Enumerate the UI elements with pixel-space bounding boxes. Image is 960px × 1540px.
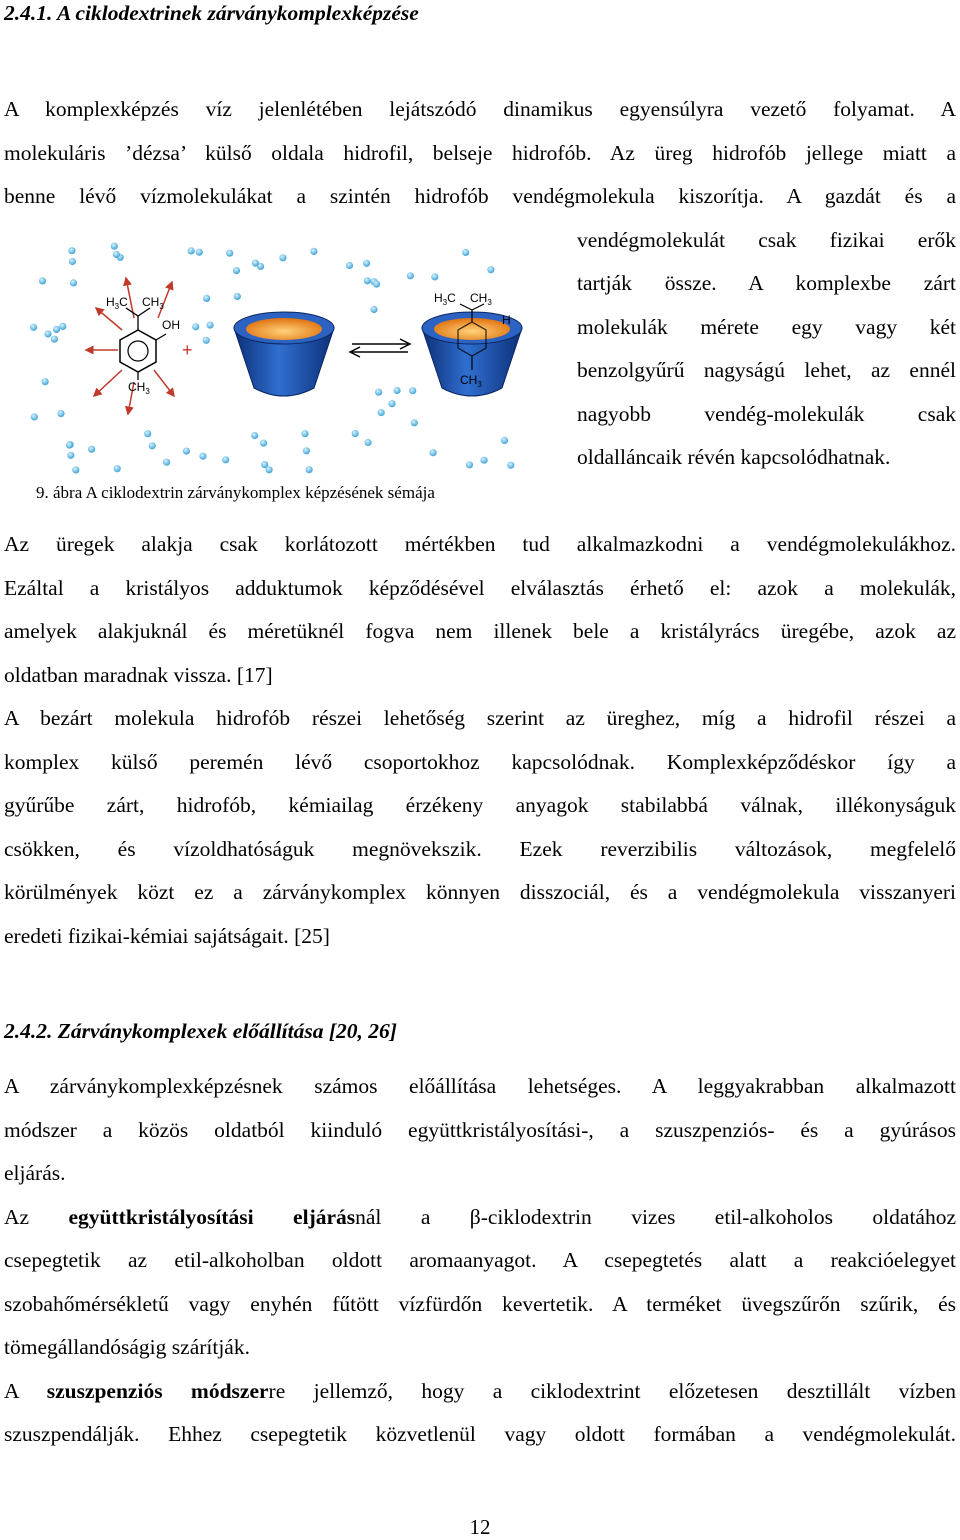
water-molecule-dot bbox=[375, 389, 382, 396]
water-molecule-dot bbox=[31, 413, 38, 420]
h3c-label: $H_3C$ bbox=[434, 291, 456, 307]
page-number: 12 bbox=[469, 1515, 491, 1539]
paragraph-line: eljárás. bbox=[4, 1161, 66, 1185]
water-molecule-dot bbox=[70, 279, 77, 286]
water-molecule-dot bbox=[370, 306, 377, 313]
paragraph-line-coprecipitation: Az együttkristályosítási eljárásnál a β-ciklodextrin vizes etil-alkoholos oldatához bbox=[4, 1205, 957, 1229]
water-molecule-dot bbox=[373, 281, 380, 288]
water-molecule-dot bbox=[72, 466, 79, 473]
water-molecule-dot bbox=[51, 336, 58, 343]
water-molecule-dot bbox=[260, 440, 267, 447]
water-molecule-dot bbox=[233, 267, 240, 274]
water-molecule-dot bbox=[39, 277, 46, 284]
paragraph-line: komplex külső peremén lévő csoportokhoz kapcsolódnak. Komplexképződéskor így a bbox=[4, 750, 956, 774]
water-molecule-dot bbox=[66, 442, 73, 449]
water-molecule-dot bbox=[203, 337, 210, 344]
water-molecule-dot bbox=[466, 461, 473, 468]
paragraph-line: nagyobb vendég-molekulák csak bbox=[577, 402, 956, 426]
paragraph-line: körülmények közt ez a zárványkomplex könnyen disszociál, és a vendégmolekula visszanyeri bbox=[4, 880, 956, 904]
paragraph-line: oldatban maradnak vissza. [17] bbox=[4, 663, 273, 687]
water-molecule-dot bbox=[192, 323, 199, 330]
ch3-label: $CH_3$ bbox=[460, 373, 482, 389]
paragraph-line: módszer a közös oldatból kiinduló együttkristályosítási-, a szuszpenziós- és a gyúrásos bbox=[4, 1118, 956, 1142]
paragraph-line: molekulák mérete egy vagy két bbox=[577, 315, 956, 339]
paragraph-line: szobahőmérsékletű vagy enyhén fűtött vízfürdőn kevertetik. A terméket üvegszűrőn szűrik, és bbox=[4, 1292, 956, 1316]
ch3-label: $CH_3$ bbox=[128, 380, 150, 396]
water-molecule-dot bbox=[411, 419, 418, 426]
water-molecule-dot bbox=[378, 409, 385, 416]
water-molecule-dot bbox=[234, 293, 241, 300]
water-molecule-dot bbox=[306, 466, 313, 473]
water-molecule-dot bbox=[363, 260, 370, 267]
water-molecule-dot bbox=[183, 448, 190, 455]
paragraph-line: eredeti fizikai-kémiai sajátságait. [25] bbox=[4, 924, 330, 948]
paragraph-line: Az üregek alakja csak korlátozott mértékben tud alkalmazkodni a vendégmolekulákhoz. bbox=[4, 532, 956, 556]
water-molecule-dot bbox=[113, 251, 120, 258]
paragraph-line: Ezáltal a kristályos adduktumok képződésével elválasztás érhető el: azok a molekulák, bbox=[4, 576, 956, 600]
water-molecule-dot bbox=[303, 447, 310, 454]
water-molecule-dot bbox=[188, 247, 195, 254]
water-molecule-dot bbox=[42, 378, 49, 385]
water-molecule-dot bbox=[507, 462, 514, 469]
water-molecule-dot bbox=[222, 456, 229, 463]
paragraph-line: molekuláris ’dézsa’ külső oldala hidrofil, belseje hidrofób. Az üreg hidrofób jellege miatt a bbox=[4, 141, 956, 165]
term-coprecipitation: együttkristályosítási eljárás bbox=[68, 1205, 356, 1229]
paragraph-line: A bezárt molekula hidrofób részei lehetőség szerint az üreghez, míg a hidrofil részei a bbox=[4, 706, 956, 730]
water-molecule-dot bbox=[364, 277, 371, 284]
water-molecule-dot bbox=[226, 250, 233, 257]
paragraph-line: oldalláncaik révén kapcsolódhatnak. bbox=[577, 445, 891, 469]
water-molecule-dot bbox=[409, 387, 416, 394]
water-molecule-dot bbox=[163, 459, 170, 466]
water-molecule-dot bbox=[266, 466, 273, 473]
paragraph-line: gyűrűbe zárt, hidrofób, kémiailag érzékeny anyagok stabilabbá válnak, illékonyságuk bbox=[4, 793, 956, 817]
water-molecule-dot bbox=[301, 430, 308, 437]
term-suspension: szuszpenziós módszer bbox=[46, 1379, 269, 1403]
water-molecule-dot bbox=[199, 453, 206, 460]
oh-label: OH bbox=[162, 318, 180, 332]
inclusion-complex-figure bbox=[22, 238, 550, 480]
water-molecule-dot bbox=[279, 254, 286, 261]
water-molecule-dot bbox=[111, 243, 118, 250]
paragraph-line: benne lévő vízmolekulákat a szintén hidrofób vendégmolekula kiszorítja. A gazdát és a bbox=[4, 184, 956, 208]
paragraph-line: tartják össze. A komplexbe zárt bbox=[577, 271, 956, 295]
water-molecule-dot bbox=[68, 247, 75, 254]
paragraph-line: amelyek alakjuknál és méretüknél fogva nem illenek bele a kristályrács üregébe, azok az bbox=[4, 619, 956, 643]
water-molecule-dot bbox=[114, 465, 121, 472]
paragraph-line: csepegtetik az etil-alkoholban oldott aromaanyagot. A csepegtetés alatt a reakcióelegyet bbox=[4, 1248, 956, 1272]
h-label: H bbox=[502, 313, 511, 327]
water-molecule-dot bbox=[88, 446, 95, 453]
water-molecule-dot bbox=[44, 330, 51, 337]
water-molecule-dot bbox=[501, 437, 508, 444]
paragraph-line: A zárványkomplexképzésnek számos előállítása lehetséges. A leggyakrabban alkalmazott bbox=[4, 1074, 956, 1098]
water-molecule-dot bbox=[59, 323, 66, 330]
water-molecule-dot bbox=[481, 457, 488, 464]
paragraph-line: vendégmolekulát csak fizikai erők bbox=[577, 228, 956, 252]
paragraph-line: csökken, és vízoldhatóságuk megnövekszik. Ezek reverzibilis változások, megfelelő bbox=[4, 837, 956, 861]
water-molecule-dot bbox=[388, 400, 395, 407]
paragraph-line-suspension: A szuszpenziós módszerre jellemző, hogy a ciklodextrint előzetesen desztillált vízben bbox=[4, 1379, 956, 1403]
paragraph-line: szuszpendálják. Ehhez csepegtetik közvetlenül vagy oldott formában a vendégmolekulát. bbox=[4, 1422, 956, 1446]
h3c-label: $H_3C$ bbox=[106, 295, 128, 311]
water-molecule-dot bbox=[407, 272, 414, 279]
paragraph-line: benzolgyűrű nagyságú lehet, az ennél bbox=[577, 358, 956, 382]
water-molecule-dot bbox=[149, 442, 156, 449]
water-molecule-dot bbox=[365, 439, 372, 446]
ch3-label: $CH_3$ bbox=[142, 295, 164, 311]
water-molecule-dot bbox=[462, 249, 469, 256]
water-molecule-dot bbox=[251, 432, 258, 439]
water-molecule-dot bbox=[144, 430, 151, 437]
plus-sign: + bbox=[182, 340, 193, 360]
paragraph-line: A komplexképzés víz jelenlétében lejátszódó dinamikus egyensúlyra vezető folyamat. A bbox=[4, 97, 956, 121]
water-molecule-dot bbox=[430, 449, 437, 456]
figure-caption: 9. ábra A ciklodextrin zárványkomplex képzésének sémája bbox=[36, 483, 435, 502]
section-heading-1: 2.4.1. A ciklodextrinek zárványkomplexképzése bbox=[4, 1, 419, 25]
water-molecule-dot bbox=[310, 248, 317, 255]
water-molecule-dot bbox=[53, 326, 60, 333]
water-molecule-dot bbox=[67, 452, 74, 459]
water-molecule-dot bbox=[352, 430, 359, 437]
water-molecule-dot bbox=[394, 387, 401, 394]
ch3-label: $CH_3$ bbox=[470, 291, 492, 307]
water-molecule-dot bbox=[30, 324, 37, 331]
water-molecule-dot bbox=[431, 273, 438, 280]
section-heading-2: 2.4.2. Zárványkomplexek előállítása [20, 26] bbox=[4, 1019, 397, 1043]
water-molecule-dot bbox=[207, 322, 214, 329]
water-molecule-dot bbox=[69, 258, 76, 265]
paragraph-line: tömegállandóságig szárítják. bbox=[4, 1335, 250, 1359]
water-molecule-dot bbox=[57, 410, 64, 417]
water-molecule-dot bbox=[487, 266, 494, 273]
water-molecule-dot bbox=[203, 295, 210, 302]
water-molecule-dot bbox=[196, 249, 203, 256]
water-molecule-dot bbox=[346, 262, 353, 269]
water-molecule-dot bbox=[252, 260, 259, 267]
